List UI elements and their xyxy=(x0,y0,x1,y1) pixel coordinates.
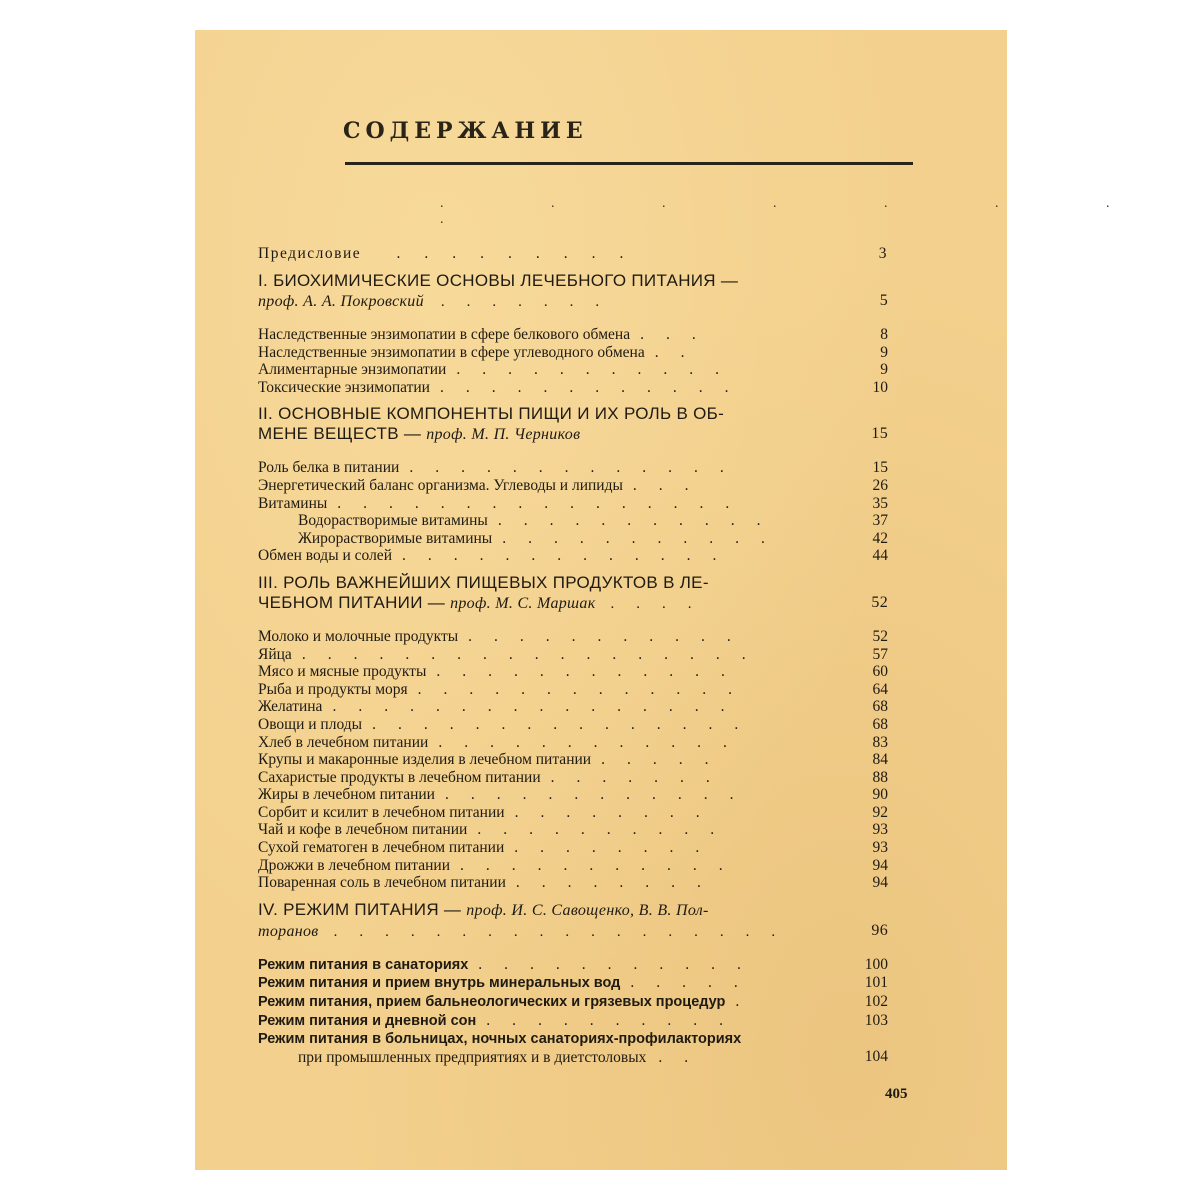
leader-dots: . xyxy=(735,993,762,1011)
toc-entry[interactable] xyxy=(258,681,888,699)
toc-entry-title: Овощи и плоды xyxy=(258,715,363,733)
page-number: 405 xyxy=(885,1086,908,1102)
toc-entry-page: 35 xyxy=(872,494,888,512)
toc-entry[interactable] xyxy=(258,786,888,804)
leader-dots: ......... xyxy=(396,245,648,262)
toc-entry-page: 60 xyxy=(872,663,888,681)
toc-entry-title: Сухой гематоген в лечебном питании xyxy=(258,839,505,857)
toc-entry-page: 92 xyxy=(872,803,888,821)
toc-entry[interactable] xyxy=(258,495,888,513)
toc-entry-page: 90 xyxy=(872,786,888,804)
toc-entry[interactable] xyxy=(258,874,888,892)
toc-entry[interactable] xyxy=(258,751,888,769)
section-heading: I. БИОХИМИЧЕСКИЕ ОСНОВЫ ЛЕЧЕБНОГО ПИТАНИЯ — xyxy=(258,271,739,290)
toc-entry[interactable] xyxy=(258,663,888,681)
toc-entry[interactable] xyxy=(258,698,888,716)
toc-entry-title: Режим питания и прием внутрь минеральных вод xyxy=(258,975,621,992)
toc-entry-title-cont: при промышленных предприятиях и в диетстоловых .. xyxy=(298,1048,711,1066)
table-of-contents xyxy=(258,245,888,1066)
toc-entry-title: Хлеб в лечебном питании xyxy=(258,733,429,751)
toc-entry-title: Поваренная соль в лечебном питании xyxy=(258,874,506,892)
toc-entry-page: 10 xyxy=(872,378,888,396)
toc-entry[interactable] xyxy=(258,974,888,993)
page-title: СОДЕРЖАНИЕ xyxy=(343,118,588,144)
leader-dots: ................ xyxy=(332,698,747,716)
toc-entry-title: Режим питания в санаториях xyxy=(258,956,469,973)
toc-entry-title: Алиментарные энзимопатии xyxy=(258,361,447,379)
leader-dots: ........ xyxy=(515,874,723,892)
toc-entry-title: Сорбит и ксилит в лечебном питании xyxy=(258,803,505,821)
toc-entry-page: 15 xyxy=(872,459,888,477)
leader-dots: ..... xyxy=(630,974,760,992)
leader-dots: ............ xyxy=(436,663,747,681)
toc-entry[interactable] xyxy=(258,459,888,477)
toc-entry-title: Водорастворимые витамины xyxy=(298,512,488,530)
toc-entry-page: 44 xyxy=(872,547,888,565)
leader-dots: ................ xyxy=(337,494,752,512)
toc-entry-page: 100 xyxy=(864,955,888,973)
toc-entry-title: Наследственные энзимопатии в сфере белкового обмена xyxy=(258,326,631,343)
toc-entry-preface[interactable] xyxy=(258,245,888,263)
toc-entry[interactable] xyxy=(258,1030,888,1066)
toc-entry-page: 68 xyxy=(872,698,888,716)
toc-entry-page: 52 xyxy=(872,627,888,645)
toc-entry[interactable] xyxy=(258,839,888,857)
leader-dots: ............. xyxy=(401,547,739,565)
section-heading: IV. РЕЖИМ ПИТАНИЯ — xyxy=(258,899,462,919)
leader-dots: .. xyxy=(658,1048,711,1066)
toc-entry-page: 94 xyxy=(872,856,888,874)
leader-dots: ... xyxy=(640,326,718,343)
toc-entry-title: Сахаристые продукты в лечебном питании xyxy=(258,768,541,786)
toc-entry-title: Предисловие xyxy=(258,245,362,262)
toc-entry-page: 83 xyxy=(872,733,888,751)
toc-entry-page: 101 xyxy=(864,974,888,992)
toc-entry[interactable] xyxy=(258,804,888,822)
leader-dots: ............... xyxy=(372,715,761,733)
toc-section-1[interactable] xyxy=(258,271,888,312)
toc-entry[interactable] xyxy=(258,1012,888,1031)
leader-dots: ............. xyxy=(409,459,746,477)
toc-entry-title: Роль белка в питании xyxy=(258,459,400,477)
toc-entry[interactable] xyxy=(258,716,888,734)
toc-entry-title: Жиры в лечебном питании xyxy=(258,786,435,804)
toc-entry-title: Яйца xyxy=(258,645,292,663)
leader-dots: ........ xyxy=(514,839,722,857)
leader-dots: ........ xyxy=(514,803,722,821)
leader-dots: .... xyxy=(610,595,714,612)
toc-entry[interactable] xyxy=(258,547,888,565)
toc-entry-page: 42 xyxy=(872,529,888,547)
toc-entry-page: 9 xyxy=(880,343,888,361)
leader-dots: ... xyxy=(632,476,711,494)
section-page: 52 xyxy=(871,593,888,611)
toc-entry-page: 94 xyxy=(872,874,888,892)
section-heading-cont: ЧЕБНОМ ПИТАНИИ — xyxy=(258,592,446,612)
leader-dots: .. xyxy=(654,343,707,361)
toc-entry-title: Токсические энзимопатии xyxy=(258,378,430,396)
toc-entry-page: 104 xyxy=(864,1047,888,1065)
toc-entry[interactable] xyxy=(258,769,888,787)
section-author: проф. М. С. Маршак xyxy=(450,594,596,612)
toc-entry-title: Молоко и молочные продукты xyxy=(258,627,459,645)
toc-entry[interactable] xyxy=(258,628,888,646)
leader-dots: ..... xyxy=(601,751,731,769)
leader-dots: .......... xyxy=(477,821,737,839)
section-author: проф. И. С. Савощенко, В. В. Пол- xyxy=(466,901,709,919)
leader-dots: .................. xyxy=(333,923,798,940)
toc-entry[interactable] xyxy=(258,361,888,379)
leader-dots: ............. xyxy=(417,680,755,698)
leader-dots: ....... xyxy=(440,294,622,310)
leader-dots: ........... xyxy=(502,529,787,547)
leader-dots: ............ xyxy=(444,786,756,804)
decorative-dots: . . . . . . . . xyxy=(440,196,1162,227)
section-author: проф. М. П. Черников xyxy=(426,426,581,444)
toc-entry-page: 103 xyxy=(864,1011,888,1029)
toc-entry[interactable] xyxy=(258,821,888,839)
toc-entry-page: 68 xyxy=(872,715,888,733)
leader-dots: ............ xyxy=(438,733,749,751)
toc-entry-title: Обмен воды и солей xyxy=(258,547,392,565)
section-author-cont: торанов xyxy=(258,922,319,940)
leader-dots: ........... xyxy=(468,627,753,645)
leader-dots: ........... xyxy=(497,512,783,530)
section-heading-cont: МЕНЕ ВЕЩЕСТВ — xyxy=(258,424,422,444)
toc-entry-page: 8 xyxy=(880,326,888,343)
toc-entry-title: Наследственные энзимопатии в сфере углеводного обмена xyxy=(258,343,645,361)
section-heading: II. ОСНОВНЫЕ КОМПОНЕНТЫ ПИЩИ И ИХ РОЛЬ В ОБ- xyxy=(258,404,725,424)
toc-entry-title: Витамины xyxy=(258,494,328,512)
section-page: 96 xyxy=(871,921,888,939)
toc-entry-title: Режим питания, прием бальнеологических и грязевых процедур xyxy=(258,994,726,1011)
toc-entry-page: 9 xyxy=(880,361,888,379)
leader-dots: .......... xyxy=(486,1011,746,1029)
toc-entry[interactable] xyxy=(258,344,888,362)
toc-entry[interactable] xyxy=(258,993,888,1012)
toc-entry-title: Рыба и продукты моря xyxy=(258,680,408,698)
toc-entry[interactable] xyxy=(258,734,888,752)
toc-entry-title: Крупы и макаронные изделия в лечебном питании xyxy=(258,751,592,769)
toc-entry-page: 93 xyxy=(872,821,888,839)
toc-entry-page: 37 xyxy=(872,512,888,530)
toc-entry[interactable] xyxy=(258,857,888,875)
section-page: 15 xyxy=(871,425,888,443)
toc-entry[interactable] xyxy=(258,646,888,664)
toc-entry-page: 57 xyxy=(872,645,888,663)
toc-entry[interactable] xyxy=(258,379,888,397)
toc-entry-title: Желатина xyxy=(258,698,323,716)
leader-dots: ............ xyxy=(439,378,751,396)
toc-entry-page: 26 xyxy=(872,476,888,494)
leader-dots: ........... xyxy=(460,856,745,874)
leader-dots: ........... xyxy=(456,361,741,379)
toc-section-2[interactable] xyxy=(258,404,888,445)
leader-dots: ....... xyxy=(550,768,732,786)
section-page: 5 xyxy=(879,292,888,309)
toc-entry-title: Мясо и мясные продукты xyxy=(258,663,427,681)
toc-entry-page: 64 xyxy=(872,680,888,698)
toc-section-3[interactable] xyxy=(258,573,888,614)
toc-entry-page: 102 xyxy=(864,993,888,1011)
toc-entry-title: Энергетический баланс организма. Углеводы и липиды xyxy=(258,476,623,494)
toc-section-4[interactable] xyxy=(258,900,888,942)
section-author: проф. А. А. Покровский xyxy=(258,293,424,310)
toc-entry-page: 93 xyxy=(872,839,888,857)
leader-dots: .................. xyxy=(301,645,768,663)
toc-entry[interactable] xyxy=(258,512,888,530)
toc-entry[interactable] xyxy=(258,530,888,548)
toc-entry-title: Режим питания в больницах, ночных санаториях-профилакториях xyxy=(258,1031,742,1048)
toc-entry-page: 88 xyxy=(872,768,888,786)
section-heading: III. РОЛЬ ВАЖНЕЙШИХ ПИЩЕВЫХ ПРОДУКТОВ В ЛЕ- xyxy=(258,572,709,592)
toc-entry-title: Чай и кофе в лечебном питании xyxy=(258,821,468,839)
toc-entry-title: Дрожжи в лечебном питании xyxy=(258,856,451,874)
toc-entry[interactable] xyxy=(258,326,888,344)
title-rule xyxy=(345,162,913,165)
leader-dots: ........... xyxy=(478,955,763,973)
toc-entry-page: 3 xyxy=(878,245,888,262)
toc-entry-page: 84 xyxy=(872,751,888,769)
toc-entry[interactable] xyxy=(258,956,888,975)
toc-entry-title: Режим питания и дневной сон xyxy=(258,1012,477,1029)
toc-entry[interactable] xyxy=(258,477,888,495)
toc-entry-title: Жирорастворимые витамины xyxy=(298,529,493,547)
